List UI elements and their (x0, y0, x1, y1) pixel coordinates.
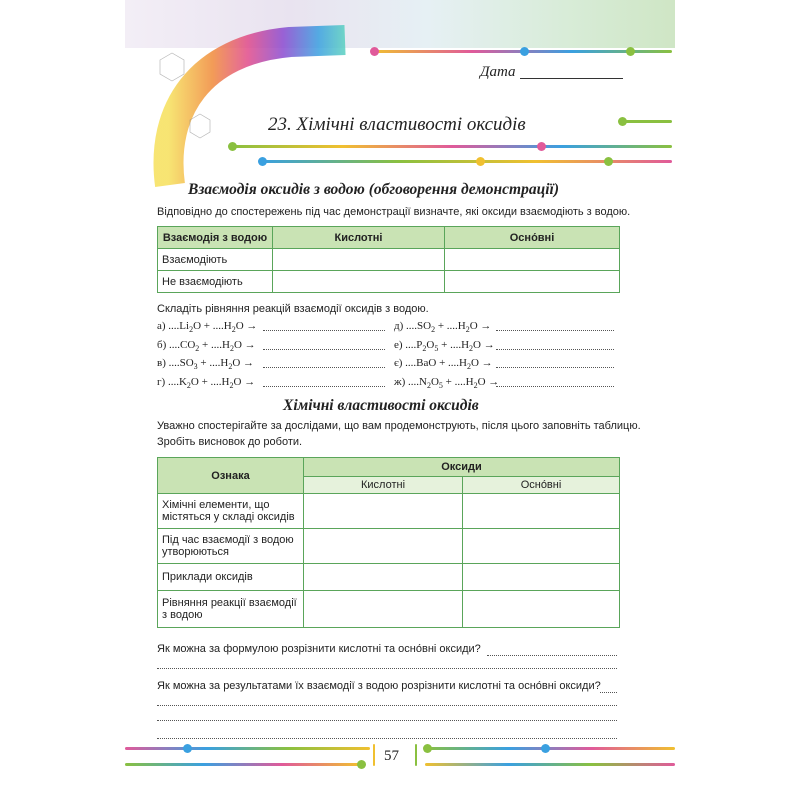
section2-conclusion-instruction: Зробіть висновок до роботи. (157, 436, 303, 448)
formula-part: O (190, 375, 199, 388)
equation-arrow: O → (477, 375, 500, 388)
formula-part: Li (179, 320, 190, 332)
equation-arrow: O → (235, 320, 258, 332)
formula-subscript: 2 (229, 343, 234, 353)
title-rule-dot (537, 142, 546, 151)
footer-rule-right (425, 747, 675, 750)
equation-coefficient-blank: .... (405, 338, 417, 351)
title-rule-dot (476, 157, 485, 166)
table-header-feature: Ознака (158, 458, 304, 494)
equation-arrow: O → (470, 357, 493, 369)
equation-coefficient-blank: .... (169, 338, 181, 351)
equation-arrow: O → (473, 338, 495, 351)
footer-rule-dot (357, 760, 366, 769)
equation-arrow: O → (233, 338, 256, 351)
footer-rule-left-lower (125, 763, 360, 766)
formula-part: CO (180, 338, 196, 351)
equation-line (394, 339, 495, 353)
formula-subscript: 2 (426, 380, 431, 390)
title-rule-dot (604, 157, 613, 166)
table-cell-input[interactable] (304, 564, 463, 591)
equation-letter: б) (157, 338, 167, 351)
equation-plus-water: + ....H (435, 320, 466, 332)
table-row-label: Взаємодіють (158, 249, 273, 271)
formula-part: O (193, 320, 202, 332)
table-cell-input[interactable] (463, 564, 620, 591)
formula-subscript: 2 (473, 380, 478, 390)
equation-line (157, 339, 256, 353)
title-rule-dot (258, 157, 267, 166)
page-number: 57 (384, 748, 399, 764)
equation-coefficient-blank: .... (168, 357, 180, 369)
equation-answer-line[interactable] (496, 349, 614, 350)
table-row-label: Під час взаємодії з водою утворюються (158, 529, 304, 564)
water-interaction-table (157, 226, 620, 293)
equation-plus-water: + ....H (199, 338, 230, 351)
answer-line[interactable] (157, 720, 617, 721)
title-rule (232, 145, 672, 148)
equation-answer-line[interactable] (263, 386, 385, 387)
equation-line (157, 376, 255, 390)
formula-part: N (419, 375, 427, 388)
formula-part: BaO (416, 357, 437, 369)
section-heading-water-interaction: Взаємодія оксидів з водою (обговорення демонстрації) (188, 181, 559, 198)
equation-answer-line[interactable] (263, 330, 385, 331)
title-rule-short (620, 120, 672, 123)
footer-rule-dot (423, 744, 432, 753)
table-cell-input[interactable] (304, 494, 463, 529)
answer-line[interactable] (487, 655, 617, 656)
equation-line (394, 376, 499, 390)
equation-plus-water: + ....H (197, 357, 229, 369)
equation-line (394, 357, 493, 371)
formula-part: SO (417, 320, 432, 332)
equation-letter: а) (157, 320, 166, 332)
footer-rule-dot (183, 744, 192, 753)
equation-answer-line[interactable] (496, 386, 614, 387)
table-cell-input[interactable] (273, 271, 445, 293)
section1-instruction: Відповідно до спостережень під час демонстрації визначте, які оксиди взаємодіють з водою. (157, 206, 631, 218)
table-cell-input[interactable] (304, 529, 463, 564)
equation-line (157, 320, 257, 334)
table-cell-input[interactable] (463, 529, 620, 564)
formula-part: O (430, 375, 439, 388)
equation-coefficient-blank: .... (168, 320, 180, 332)
table-header: Осно́вні (445, 227, 620, 249)
equation-arrow: O → (233, 375, 256, 388)
table-header-acidic: Кислотні (304, 477, 463, 494)
equation-answer-line[interactable] (496, 330, 614, 331)
equation-letter: є) (394, 357, 403, 369)
answer-line[interactable] (157, 705, 617, 706)
header-rule-dot (626, 47, 635, 56)
table-cell-input[interactable] (445, 271, 620, 293)
section-heading-chemical-properties: Хімічні властивості оксидів (283, 397, 479, 414)
table-header-oxides: Оксиди (304, 458, 620, 477)
equation-answer-line[interactable] (263, 349, 385, 350)
equation-plus-water: + ....H (198, 375, 230, 388)
equation-coefficient-blank: .... (408, 375, 420, 388)
equation-coefficient-blank: .... (167, 375, 179, 388)
page-title: 23. Хімічні властивості оксидів (268, 114, 526, 135)
answer-line[interactable] (600, 692, 617, 693)
formula-subscript: 2 (466, 362, 471, 372)
equation-plus-water: + ....H (436, 357, 467, 369)
table-cell-input[interactable] (445, 249, 620, 271)
question-water-results: Як можна за результатами їх взаємодії з водою розрізнити кислотні та осно́вні оксиди? (157, 680, 601, 692)
formula-part: O (426, 338, 435, 351)
table-cell-input[interactable] (463, 494, 620, 529)
equation-arrow: O → (232, 357, 255, 369)
equation-plus-water: + ....H (442, 375, 474, 388)
formula-subscript: 3 (193, 362, 198, 372)
equation-coefficient-blank: .... (405, 357, 417, 369)
equation-letter: ж) (394, 375, 406, 388)
formula-subscript: 2 (228, 362, 233, 372)
formula-subscript: 2 (231, 325, 236, 335)
formula-subscript: 2 (469, 343, 474, 353)
table-row-label: Приклади оксидів (158, 564, 304, 591)
page-number-bar (373, 744, 375, 766)
footer-rule-right-lower (425, 763, 675, 766)
table-header-basic: Осно́вні (463, 477, 620, 494)
table-header: Кислотні (273, 227, 445, 249)
formula-subscript: 2 (195, 343, 200, 353)
equation-line (394, 320, 491, 334)
answer-line[interactable] (157, 738, 617, 739)
table-cell-input[interactable] (463, 591, 620, 628)
table-row-label: Не взаємодіють (158, 271, 273, 293)
table-header: Взаємодія з водою (158, 227, 273, 249)
question-formula: Як можна за формулою розрізнити кислотні та осно́вні оксиди? (157, 643, 481, 655)
formula-part: SO (179, 357, 194, 369)
equation-letter: д) (394, 320, 404, 332)
formula-subscript: 2 (431, 325, 436, 335)
formula-part: K (178, 375, 187, 388)
footer-rule-left (125, 747, 370, 750)
header-rule-dot (370, 47, 379, 56)
equation-plus-water: + ....H (201, 320, 232, 332)
formula-subscript: 2 (465, 325, 470, 335)
rainbow-molecule-arc-decoration (150, 20, 350, 190)
answer-line[interactable] (157, 668, 617, 669)
table-row-label: Рівняння реакції взаємодії з водою (158, 591, 304, 628)
section2-instruction: Уважно спостерігайте за дослідами, що вам продемонструють, після цього заповніть таблицю. (157, 420, 641, 432)
formula-subscript: 5 (434, 343, 439, 353)
equation-arrow: O → (469, 320, 492, 332)
formula-subscript: 2 (229, 380, 234, 390)
equation-letter: в) (157, 357, 166, 369)
date-label: Дата (480, 64, 516, 80)
equation-answer-line[interactable] (496, 367, 614, 368)
oxide-properties-table (157, 457, 620, 628)
equation-coefficient-blank: .... (406, 320, 418, 332)
equation-plus-water: + ....H (438, 338, 470, 351)
table-cell-input[interactable] (304, 591, 463, 628)
title-rule-dot (228, 142, 237, 151)
equation-letter: г) (157, 375, 166, 388)
formula-part: P (416, 338, 423, 351)
equation-line (157, 357, 254, 371)
page-number-bar (415, 744, 417, 766)
table-row-label: Хімічні елементи, що містяться у складі оксидів (158, 494, 304, 529)
equation-answer-line[interactable] (263, 367, 385, 368)
footer-rule-dot (541, 744, 550, 753)
header-rule-dot (520, 47, 529, 56)
formula-subscript: 2 (186, 380, 191, 390)
formula-subscript: 5 (438, 380, 443, 390)
equations-instruction: Складіть рівняння реакцій взаємодії оксидів з водою. (157, 303, 429, 315)
formula-subscript: 2 (189, 325, 194, 335)
equation-letter: е) (394, 338, 403, 351)
date-field[interactable] (520, 78, 623, 79)
formula-subscript: 2 (422, 343, 427, 353)
table-cell-input[interactable] (273, 249, 445, 271)
